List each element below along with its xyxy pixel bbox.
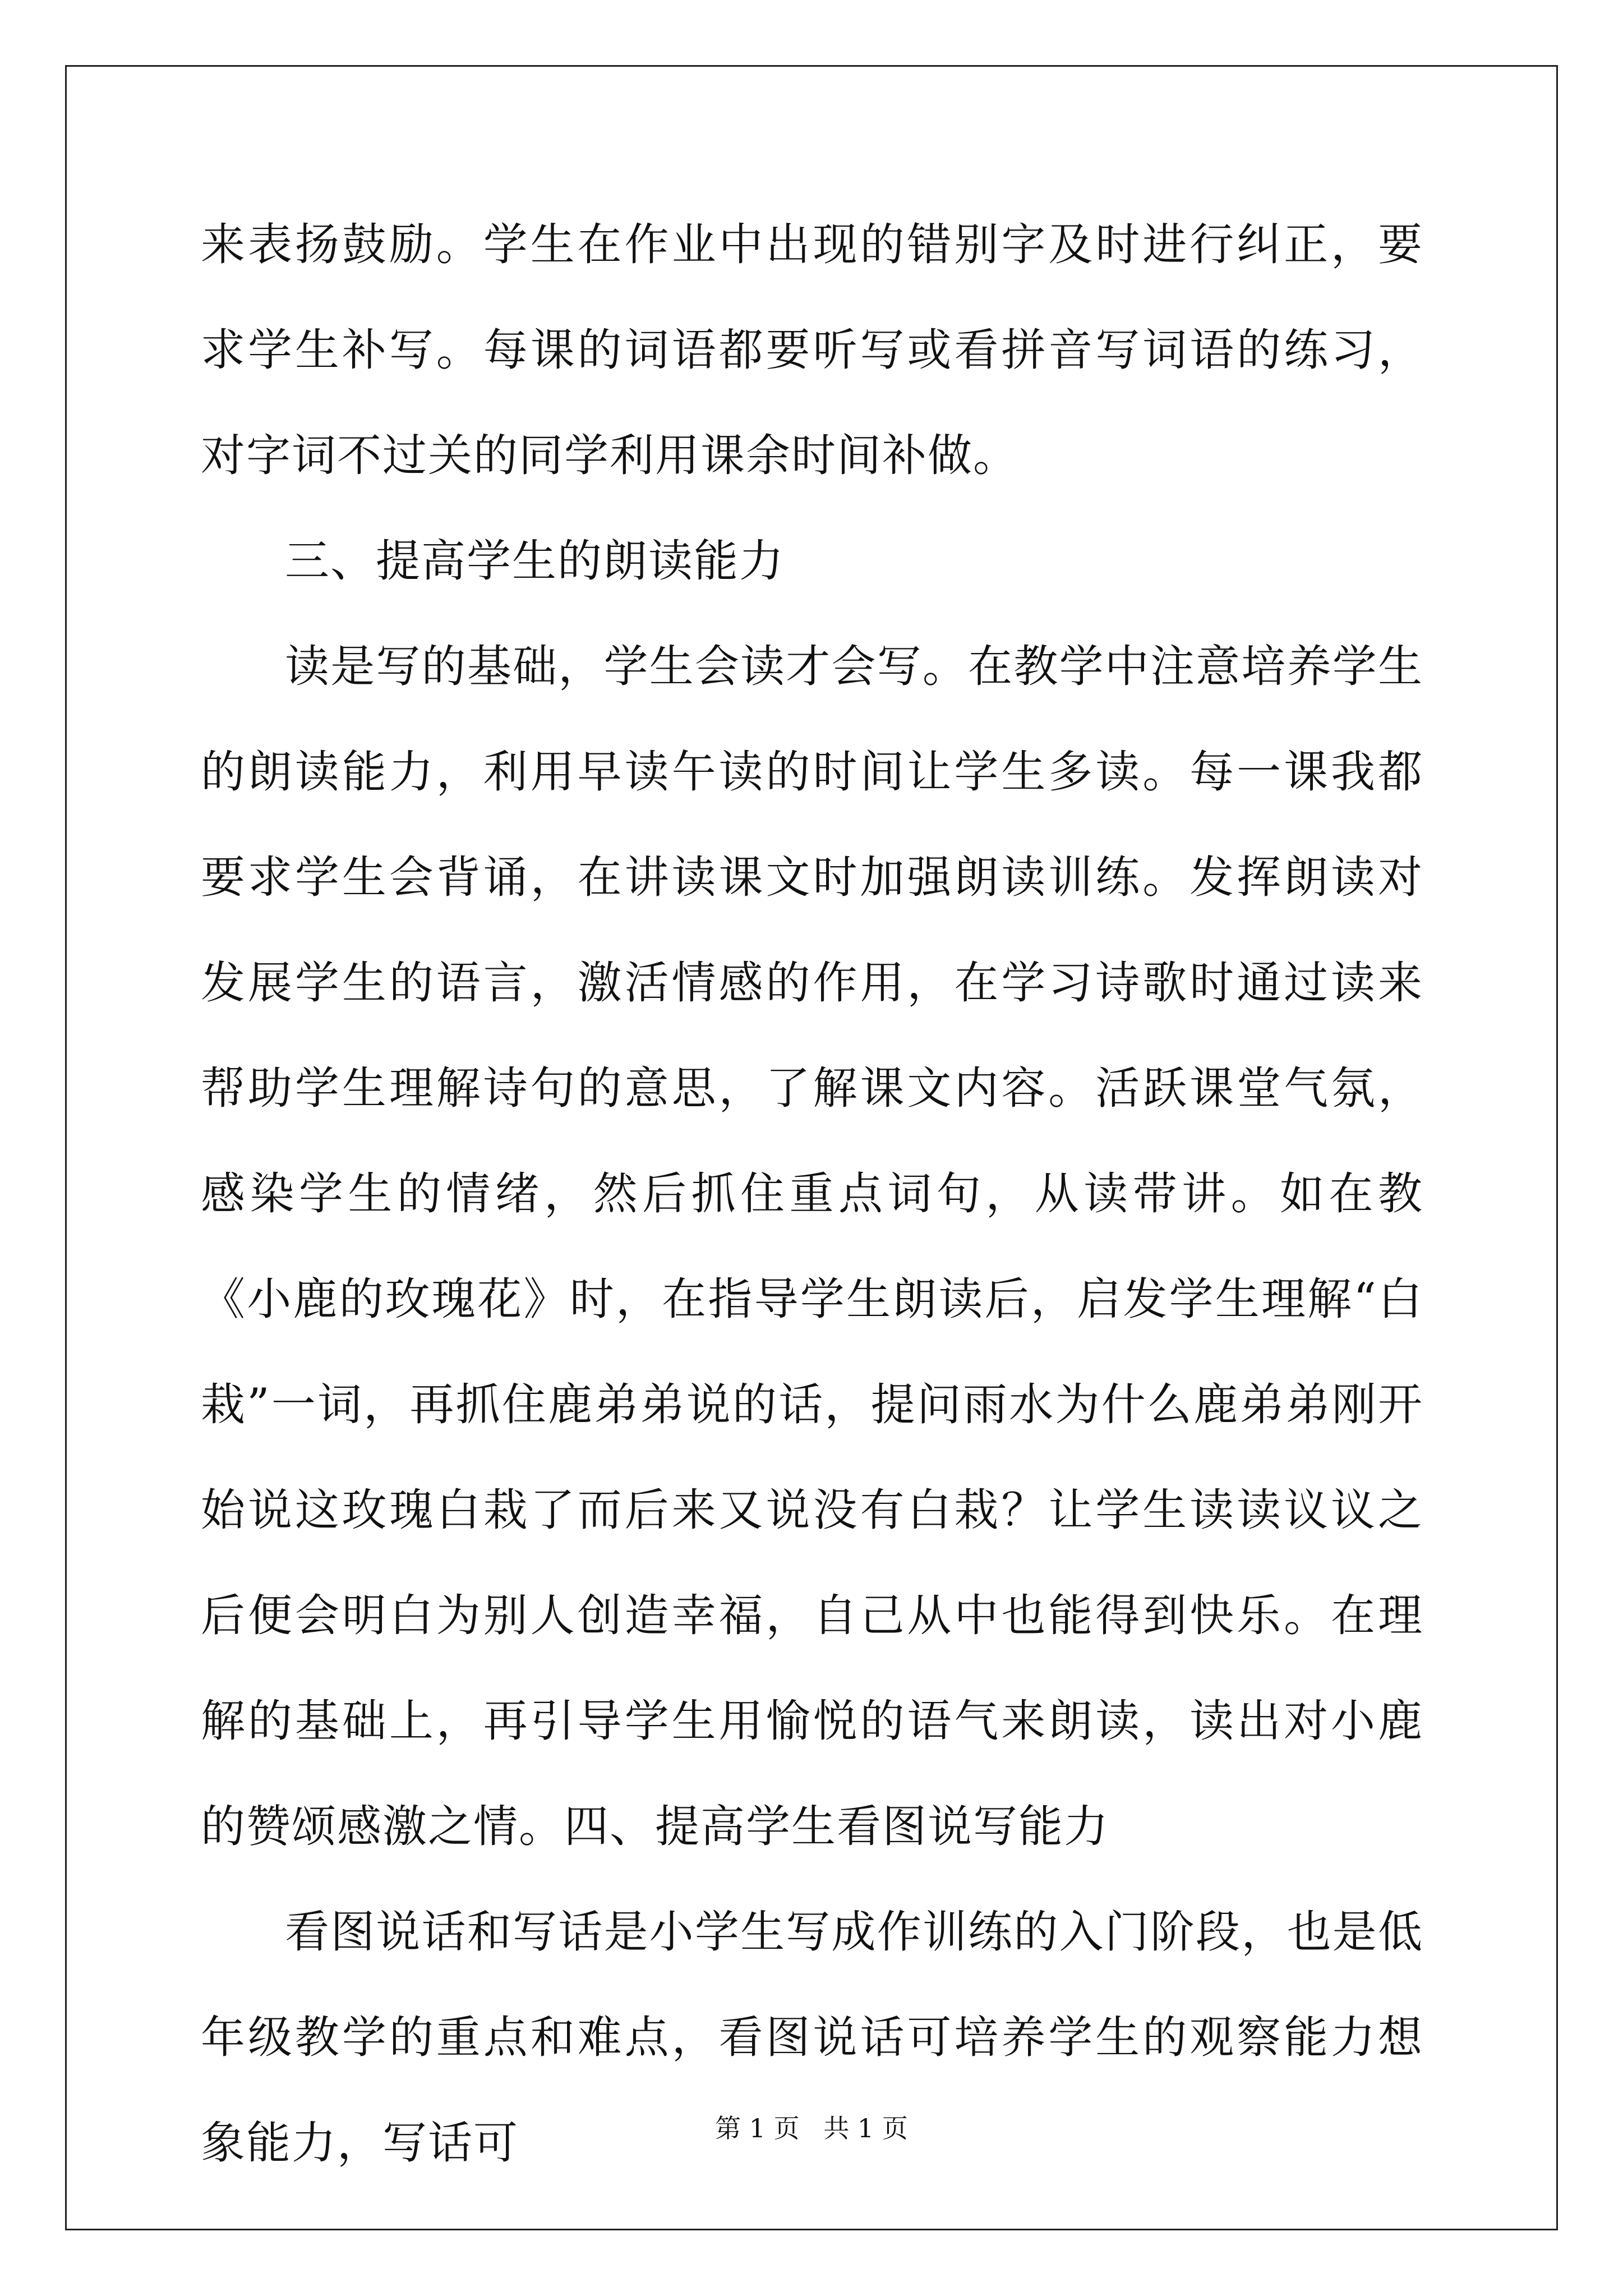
paragraph-reading-ability: 读是写的基础，学生会读才会写。在教学中注意培养学生的朗读能力，利用早读午读的时间让学生多读。每一课我都要求学生会背诵，在讲读课文时加强朗读训练。发挥朗读对发展学生的语言，激活情感的作用，在学习诗歌时通过读来帮助学生理解诗句的意思，了解课文内容。活跃课堂气氛，感染学生的情绪，然后抓住重点词句，从读带讲。如在教《小鹿的玫瑰花》时，在指导学生朗读后，启发学生理解“白栽”一词，再抓住鹿弟弟说的话，提问雨水为什么鹿弟弟刚开始说这玫瑰白栽了而后来又说没有白栽？让学生读读议议之后便会明白为别人创造幸福，自己从中也能得到快乐。在理解的基础上，再引导学生用愉悦的语气来朗读，读出对小鹿的赞颂感激之情。四、提高学生看图说写能力: [201, 641, 1423, 1852]
paragraph-picture-talk: 看图说话和写话是小学生写成作训练的入门阶段，也是低年级教学的重点和难点，看图说话可培养学生的观察能力想象能力，写话可: [201, 1906, 1423, 2169]
page-number: 第 1 页: [715, 2113, 800, 2143]
page-total: 共 1 页: [823, 2113, 908, 2143]
page-footer: [0, 2111, 1623, 2145]
document-body: [201, 192, 1423, 2196]
section-heading-reading: 三、提高学生的朗读能力: [285, 535, 785, 587]
paragraph-continuation: 来表扬鼓励。学生在作业中出现的错别字及时进行纠正，要求学生补写。每课的词语都要听写或看拼音写词语的练习，对字词不过关的同学利用课余时间补做。: [201, 219, 1423, 481]
